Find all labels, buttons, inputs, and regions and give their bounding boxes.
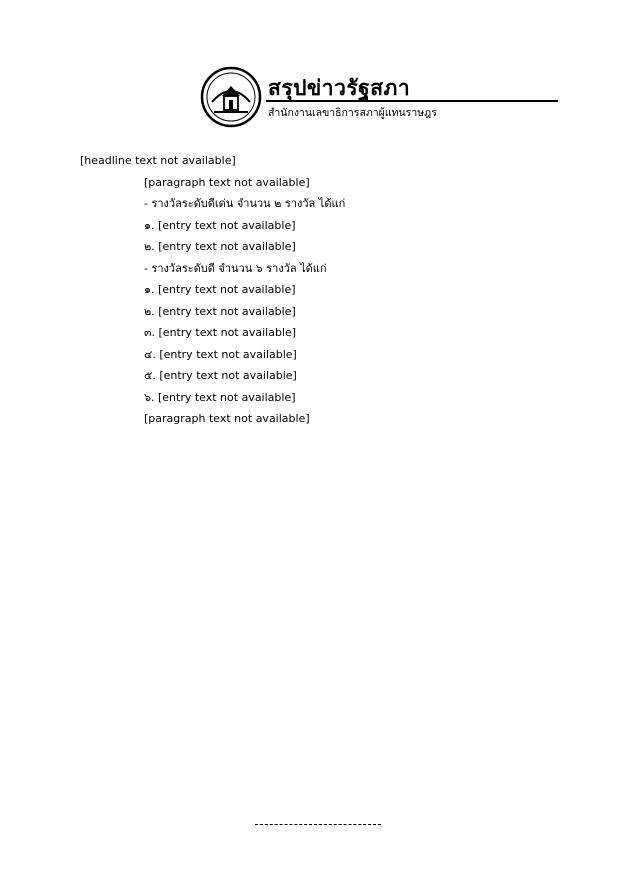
award-entry: ๔. [entry text not available] <box>144 347 297 361</box>
document-header <box>200 66 560 130</box>
header-divider <box>266 100 558 102</box>
article-headline: [headline text not available] <box>80 154 236 167</box>
parliament-emblem-icon <box>200 66 262 128</box>
award-entry: ๒. [entry text not available] <box>144 240 296 253</box>
award-entry: ๖. [entry text not available] <box>144 390 296 404</box>
intro-paragraph: [paragraph text not available] <box>144 175 310 189</box>
award-entry: ๑. [entry text not available] <box>144 218 296 232</box>
closing-paragraph: [paragraph text not available] <box>144 412 310 425</box>
award-entry: ๑. [entry text not available] <box>144 283 296 296</box>
award-entry: ๕. [entry text not available] <box>144 369 297 382</box>
article-body <box>80 150 550 430</box>
award-groups <box>80 193 550 408</box>
organization-name: สำนักงานเลขาธิการสภาผู้แทนราษฎร <box>268 107 437 119</box>
award-group-heading: - รางวัลระดับดีเด่น จำนวน ๒ รางวัล ได้แก่ <box>144 197 346 210</box>
page-title: สรุปข่าวรัฐสภา <box>268 76 411 100</box>
award-entry: ๓. [entry text not available] <box>144 326 297 339</box>
end-divider <box>255 824 381 825</box>
award-group-heading: - รางวัลระดับดี จำนวน ๖ รางวัล ได้แก่ <box>144 261 327 275</box>
award-entry: ๒. [entry text not available] <box>144 304 296 318</box>
